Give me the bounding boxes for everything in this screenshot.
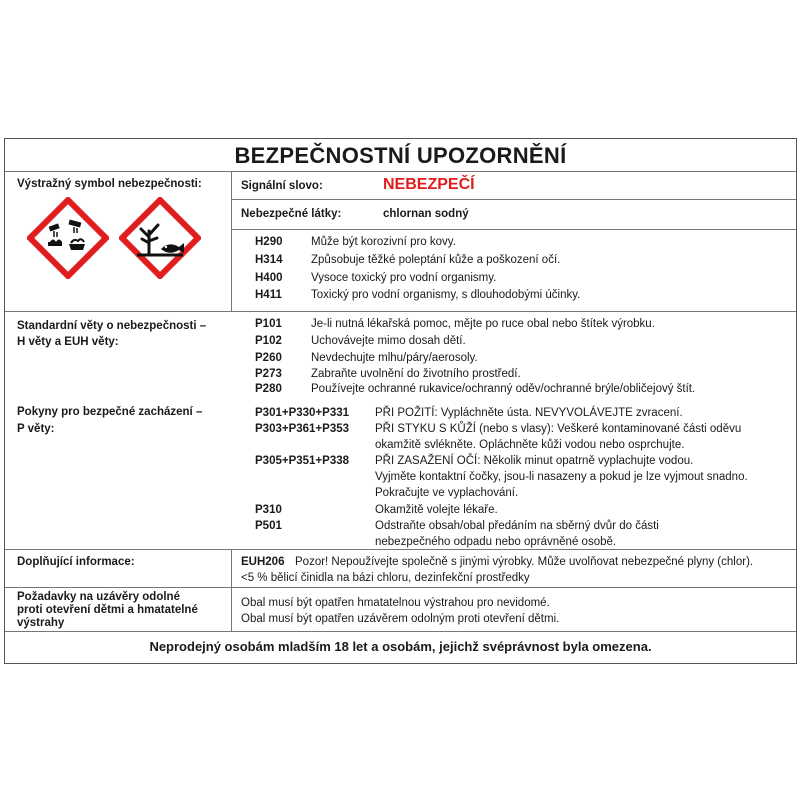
h-code: H400 — [255, 272, 283, 284]
environment-icon — [119, 197, 201, 279]
divider — [5, 631, 796, 632]
p-code: P273 — [255, 368, 282, 380]
divider — [5, 587, 796, 588]
p-combo-text: Pokračujte ve vyplachování. — [375, 487, 519, 499]
closures-label-line3: výstrahy — [17, 617, 65, 629]
p-code: P101 — [255, 318, 282, 330]
divider — [5, 171, 796, 172]
p-combo-text: Vyjměte kontaktní čočky, jsou-li nasazeny a pokud je lze vyjmout snadno. — [375, 471, 748, 483]
footer-notice: Neprodejný osobám mladším 18 let a osobám, jejichž svéprávnost byla omezena. — [149, 639, 652, 654]
p-combo-text: okamžitě svlékněte. Opláchněte kůži vodou nebo osprchujte. — [375, 439, 685, 451]
h-text: Vysoce toxický pro vodní organismy. — [311, 272, 497, 284]
p-text: Uchovávejte mimo dosah dětí. — [311, 335, 466, 347]
p-combo-text: PŘI POŽITÍ: Vypláchněte ústa. NEVYVOLÁVEJTE zvracení. — [375, 407, 683, 419]
h-code: H290 — [255, 236, 283, 248]
signal-word: NEBEZPEČÍ — [383, 176, 475, 193]
p-text: Zabraňte uvolnění do životního prostředí. — [311, 368, 521, 380]
column-divider — [231, 549, 232, 631]
h-code: H411 — [255, 289, 282, 301]
p-code: P280 — [255, 383, 282, 395]
signal-word-label: Signální slovo: — [241, 180, 323, 192]
euh-text-2: <5 % bělicí činidla na bázi chloru, dezinfekční prostředky — [241, 572, 530, 584]
handling-label-line1: Pokyny pro bezpečné zacházení – — [17, 406, 203, 418]
closures-line: Obal musí být opatřen hmatatelnou výstrahou pro nevidomé. — [241, 597, 550, 609]
p-combo-code: P305+P351+P338 — [255, 455, 350, 467]
p-text: Je-li nutná lékařská pomoc, mějte po ruce obal nebo štítek výrobku. — [311, 318, 655, 330]
p-combo-text: nebezpečného odpadu nebo oprávněné osobě. — [375, 536, 617, 548]
p-combo-code: P303+P361+P353 — [255, 423, 350, 435]
divider — [231, 199, 796, 200]
p-code: P102 — [255, 335, 282, 347]
divider — [231, 229, 796, 230]
p-combo-text: PŘI STYKU S KŮŽÍ (nebo s vlasy): Veškeré kontaminované části oděvu — [375, 423, 742, 435]
h-text: Může být korozivní pro kovy. — [311, 236, 456, 248]
closures-label-line2: proti otevření dětmi a hmatatelné — [17, 604, 198, 616]
p-text: Používejte ochranné rukavice/ochranný oděv/ochranné brýle/obličejový štít. — [311, 383, 696, 395]
closures-label-line1: Požadavky na uzávěry odolné — [17, 591, 180, 603]
pictogram-label: Výstražný symbol nebezpečnosti: — [17, 178, 202, 190]
substances-label: Nebezpečné látky: — [241, 208, 342, 220]
standard-label-line2: H věty a EUH věty: — [17, 336, 119, 348]
p-combo-code: P310 — [255, 504, 282, 516]
column-divider — [231, 171, 232, 311]
p-combo-text: Odstraňte obsah/obal předáním na sběrný dvůr do části — [375, 520, 659, 532]
p-text: Nevdechujte mlhu/páry/aerosoly. — [311, 352, 478, 364]
p-combo-code: P501 — [255, 520, 282, 532]
substances-value: chlornan sodný — [383, 208, 469, 220]
safety-label — [4, 138, 797, 664]
standard-label-line1: Standardní věty o nebezpečnosti – — [17, 320, 207, 332]
p-combo-code: P301+P330+P331 — [255, 407, 350, 419]
handling-label-line2: P věty: — [17, 423, 55, 435]
p-combo-text: PŘI ZASAŽENÍ OČÍ: Několik minut opatrně vyplachujte vodou. — [375, 455, 694, 467]
euh-text: Pozor! Nepoužívejte společně s jinými výrobky. Může uvolňovat nebezpečné plyny (chlor). — [295, 556, 754, 568]
p-combo-text: Okamžitě volejte lékaře. — [375, 504, 498, 516]
supplementary-label: Doplňující informace: — [17, 556, 135, 568]
closures-line: Obal musí být opatřen uzávěrem odolným proti otevření dětmi. — [241, 613, 560, 625]
h-text: Toxický pro vodní organismy, s dlouhodobými účinky. — [311, 289, 581, 301]
h-text: Způsobuje těžké poleptání kůže a poškození očí. — [311, 254, 561, 266]
euh-code: EUH206 — [241, 556, 285, 568]
h-code: H314 — [255, 254, 283, 266]
p-code: P260 — [255, 352, 282, 364]
divider — [5, 311, 796, 312]
corrosion-icon — [27, 197, 109, 279]
label-title: BEZPEČNOSTNÍ UPOZORNĚNÍ — [234, 143, 567, 168]
